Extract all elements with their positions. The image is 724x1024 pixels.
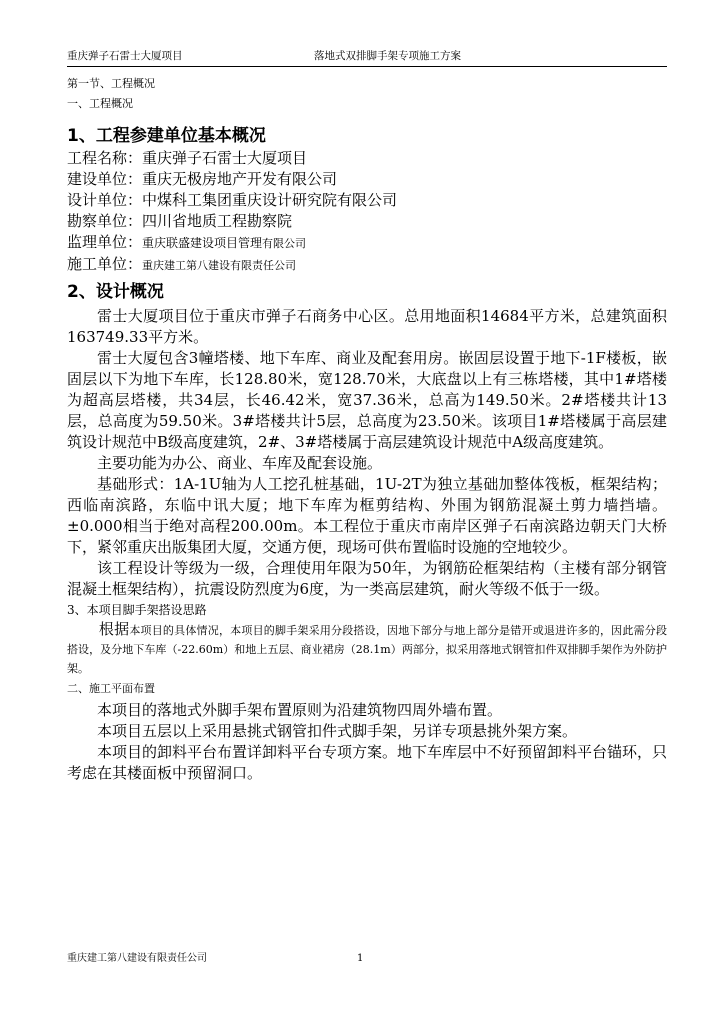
page-body xyxy=(67,74,667,784)
info-label: 施工单位： xyxy=(67,255,143,273)
info-label: 工程名称： xyxy=(67,149,143,167)
participating-units-list xyxy=(67,148,667,276)
subsection-site-layout: 二、施工平面布置 xyxy=(67,682,155,695)
section-title: 第一节、工程概况 xyxy=(67,77,155,90)
page-header xyxy=(67,46,667,67)
heading-participating-units: 1、工程参建单位基本概况 xyxy=(67,126,266,146)
info-value: 四川省地质工程勘察院 xyxy=(142,212,293,230)
scaffold-lead-text: 根据 xyxy=(98,620,130,638)
info-label: 监理单位： xyxy=(67,233,143,251)
info-value: 重庆弹子石雷士大厦项目 xyxy=(142,149,308,167)
scaffold-body-text: 本项目的具体情况，本项目的脚手架采用分段搭设，因地下部分与地上部分是错开或退进许多的，因此需分段搭设，及分地下车库（-22.60m）和地上五层、商业裙房（28.1m）两部分，拟采用落地式钢管扣件双排脚手架作为外防护架。 xyxy=(67,624,667,675)
heading-scaffold-plan: 3、本项目脚手架搭设思路 xyxy=(67,603,207,617)
paragraph-design-grade: 该工程设计等级为一级，合理使用年限为50年，为钢筋砼框架结构（主楼有部分钢管混凝土框架结构），抗震设防烈度为6度，为一类高层建筑，耐火等级不低于一级。 xyxy=(67,559,667,598)
info-label: 设计单位： xyxy=(67,191,143,209)
paragraph-location: 雷士大厦项目位于重庆市弹子石商务中心区。总用地面积14684平方米，总建筑面积163749.33平方米。 xyxy=(67,307,667,346)
info-value: 中煤科工集团重庆设计研究院有限公司 xyxy=(142,191,398,209)
header-project-name: 重庆弹子石雷士大厦项目 xyxy=(67,50,183,62)
info-row-contractor xyxy=(67,254,667,276)
page-footer xyxy=(67,950,667,968)
heading-design-overview: 2、设计概况 xyxy=(67,282,164,302)
info-value-suffix: 有限公司 xyxy=(262,237,307,250)
paragraph-scaffold-plan xyxy=(67,620,667,678)
paragraph-functions: 主要功能为办公、商业、车库及配套设施。 xyxy=(97,454,383,472)
paragraph-layout-principle: 本项目的落地式外脚手架布置原则为沿建筑物四周外墙布置。 xyxy=(97,701,503,719)
info-value: 重庆建工第八建设有限责任公司 xyxy=(142,259,297,272)
info-value: 重庆联盛建设项目管理 xyxy=(142,236,263,250)
paragraph-foundation: 基础形式：1A-1U轴为人工挖孔桩基础，1U-2T为独立基础加整体筏板，框架结构；西临南滨路，东临中讯大厦；地下车库为框剪结构、外围为钢筋混凝土剪力墙挡墙。±0.000相当于绝对高程200.00m。本工程位于重庆市南岸区弹子石南滨路边朝天门大桥下，紧邻重庆出版集团大厦，交通方便，现场可供布置临时设施的空地较少。 xyxy=(67,475,667,556)
page-number: 1 xyxy=(357,953,364,964)
info-label: 建设单位： xyxy=(67,170,143,188)
paragraph-unloading-platform: 本项目的卸料平台布置详卸料平台专项方案。地下车库层中不好预留卸料平台锚环，只考虑在其楼面板中预留洞口。 xyxy=(67,743,668,782)
info-row-designer xyxy=(67,190,667,211)
info-value: 重庆无极房地产开发有限公司 xyxy=(142,170,338,188)
subsection-project-overview: 一、工程概况 xyxy=(67,97,133,110)
paragraph-buildings: 雷士大厦包含3幢塔楼、地下车库、商业及配套用房。嵌固层设置于地下-1F楼板，嵌固层以下为地下车库，长128.80米，宽128.70米，大底盘以上有三栋塔楼，其中1#塔楼为超高层塔楼，共34层，长46.42米，宽37.36米，总高为149.50米。2#塔楼共计13层，总高度为59.50米。3#塔楼共计5层，总高度为23.50米。该项目1#塔楼属于高层建筑设计规范中B级高度建筑，2#、3#塔楼属于高层建筑设计规范中A级高度建筑。 xyxy=(67,349,667,451)
info-row-surveyor xyxy=(67,211,667,232)
paragraph-cantilever: 本项目五层以上采用悬挑式钢管扣件式脚手架，另详专项悬挑外架方案。 xyxy=(97,722,578,740)
info-row-supervisor xyxy=(67,232,667,254)
footer-company: 重庆建工第八建设有限责任公司 xyxy=(67,953,207,964)
info-label: 勘察单位： xyxy=(67,212,143,230)
info-row-project xyxy=(67,148,667,169)
header-document-title: 落地式双排脚手架专项施工方案 xyxy=(314,50,461,62)
info-row-owner xyxy=(67,169,667,190)
